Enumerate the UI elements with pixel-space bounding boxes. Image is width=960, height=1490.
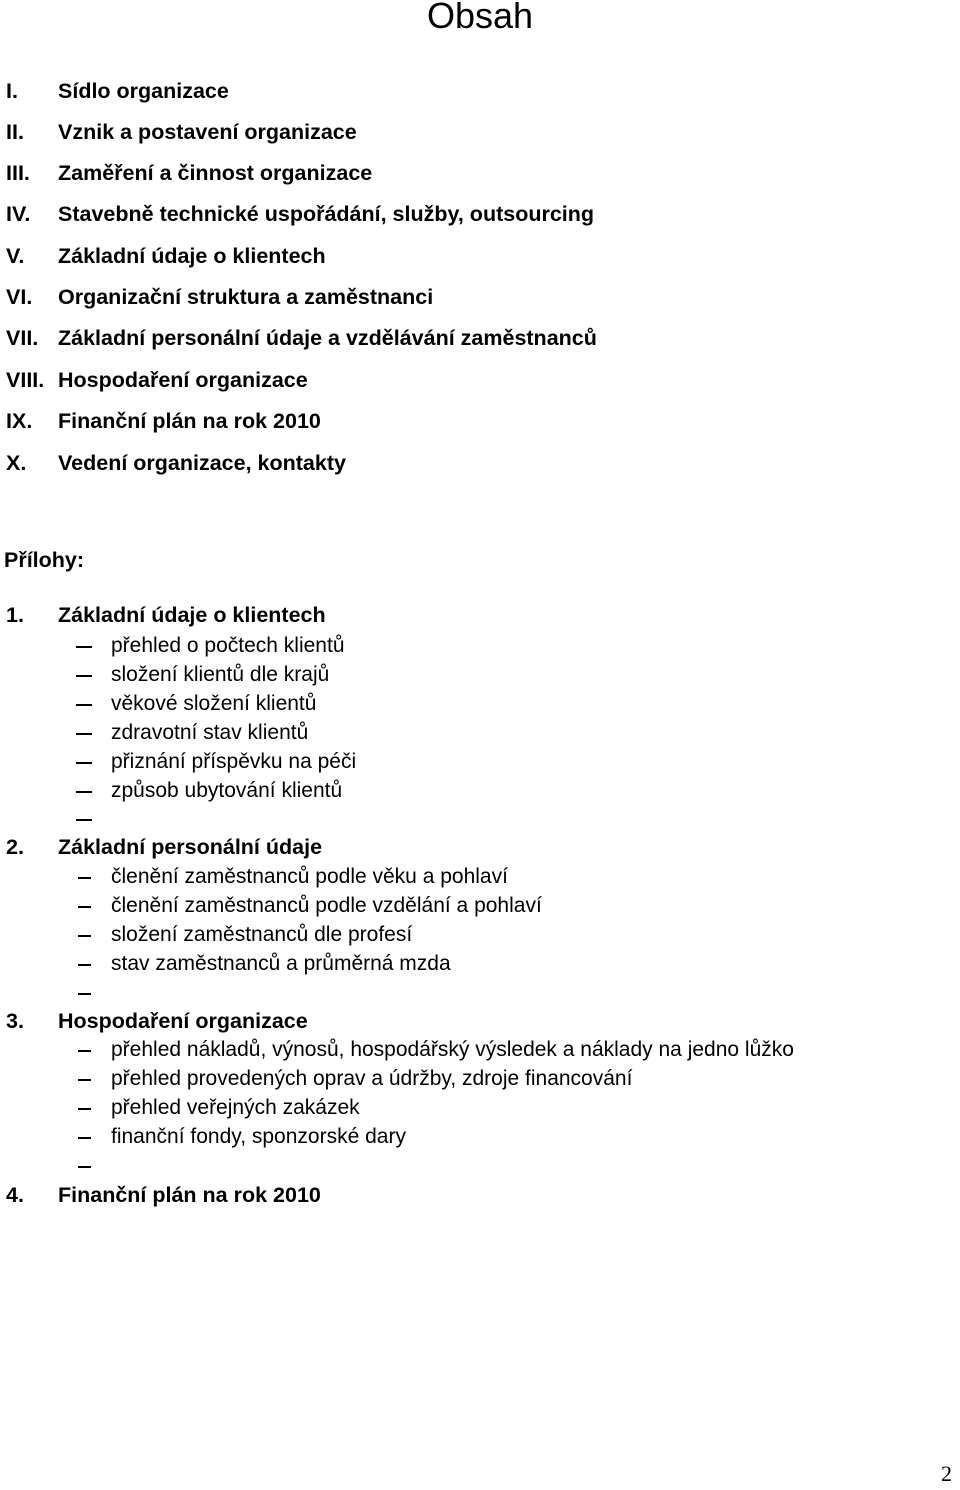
toc-item-number: I. xyxy=(6,79,18,103)
dash-bullet-icon xyxy=(76,819,92,821)
toc-item-number: V. xyxy=(6,244,25,268)
toc-item-text: Sídlo organizace xyxy=(58,79,229,103)
toc-item-text: Vedení organizace, kontakty xyxy=(58,451,346,475)
toc-item-number: IX. xyxy=(6,409,33,433)
dash-bullet-icon xyxy=(78,1050,91,1052)
toc-item-number: II. xyxy=(6,120,24,144)
toc-item-text: Stavebně technické uspořádání, služby, outsourcing xyxy=(58,202,595,226)
dash-bullet-icon xyxy=(78,1079,91,1081)
dash-bullet-icon xyxy=(78,1166,91,1168)
toc-item-number: VI. xyxy=(6,285,33,309)
toc-item-number: IV. xyxy=(6,202,31,226)
attachment-title: Hospodaření organizace xyxy=(58,1009,308,1033)
toc-item-number: X. xyxy=(6,451,27,475)
dash-bullet-icon xyxy=(78,1137,91,1139)
dash-bullet-icon xyxy=(76,762,92,764)
toc-item-text: Hospodaření organizace xyxy=(58,368,308,392)
toc-item-text: Vznik a postavení organizace xyxy=(58,120,357,144)
dash-bullet-icon xyxy=(78,1108,91,1110)
dash-bullet-icon xyxy=(76,704,92,706)
attachment-title: Základní údaje o klientech xyxy=(58,603,326,627)
attachment-title: Základní personální údaje xyxy=(58,835,323,859)
toc-item-text: Finanční plán na rok 2010 xyxy=(58,409,321,433)
attachment-number: 1. xyxy=(6,603,24,627)
toc-item-number: III. xyxy=(6,161,30,185)
dash-bullet-icon xyxy=(78,877,91,879)
page-number: 2 xyxy=(941,1461,952,1486)
dash-bullet-icon xyxy=(76,675,92,677)
attachment-number: 2. xyxy=(6,835,24,859)
toc-item-text: Zaměření a činnost organizace xyxy=(58,161,373,185)
dash-bullet-icon xyxy=(78,935,91,937)
toc-item-text: Základní údaje o klientech xyxy=(58,244,326,268)
toc-item-text: Základní personální údaje a vzdělávání zaměstnanců xyxy=(58,326,597,350)
dash-bullet-icon xyxy=(76,791,92,793)
attachment-number: 3. xyxy=(6,1009,24,1033)
dash-bullet-icon xyxy=(78,906,91,908)
toc-item-number: VIII. xyxy=(6,368,45,392)
toc-item-number: VII. xyxy=(6,326,39,350)
page-title: Obsah xyxy=(426,0,534,36)
attachments-label: Přílohy: xyxy=(4,548,85,572)
dash-bullet-icon xyxy=(76,646,92,648)
attachment-number: 4. xyxy=(6,1183,24,1207)
toc-item-text: Organizační struktura a zaměstnanci xyxy=(58,285,434,309)
attachment-title: Finanční plán na rok 2010 xyxy=(58,1183,321,1207)
dash-bullet-icon xyxy=(78,964,91,966)
dash-bullet-icon xyxy=(76,733,92,735)
dash-bullet-icon xyxy=(78,993,91,995)
